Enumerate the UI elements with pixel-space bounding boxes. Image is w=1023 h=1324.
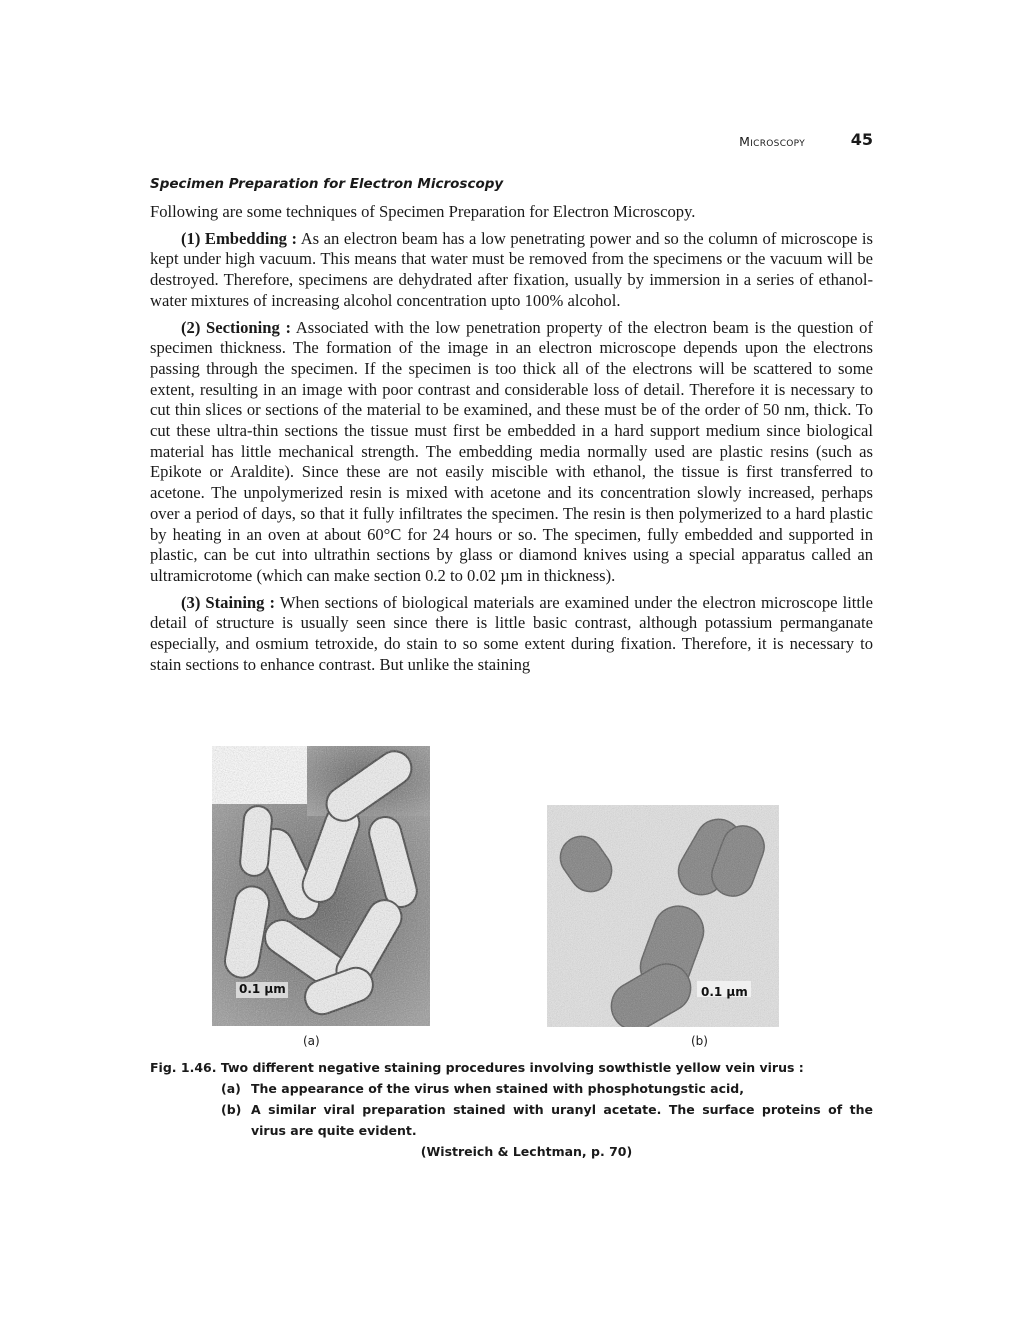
caption-item-a: [150, 1078, 873, 1099]
figure-caption: [150, 1057, 873, 1162]
intro-paragraph: Following are some techniques of Specimen Preparation for Electron Microscopy.: [150, 202, 696, 221]
paragraph-text: When sections of biological materials are examined under the electron microscope little detail of structure is usually seen since there is little basic contrast, although potassium permanganate especially, and osmium tetroxide, do stain to so some extent during fixation. Therefore, it is necessary to stain sections to enhance contrast. But unlike the staining: [150, 592, 874, 674]
paragraph-label: (2) Sectioning :: [181, 317, 292, 337]
running-title: Microscopy: [739, 134, 805, 149]
paragraph-sectioning: [150, 318, 873, 587]
paragraph-staining: [150, 593, 873, 676]
paragraph-embedding: [150, 229, 873, 312]
scale-bar-label-a: 0.1 µm: [239, 982, 286, 996]
page-header: [150, 132, 873, 154]
caption-item-label: (b): [221, 1102, 242, 1117]
caption-main: Fig. 1.46. Two different negative staining procedures involving sowthistle yellow vein virus :: [150, 1060, 804, 1075]
caption-item-label: (a): [221, 1081, 241, 1096]
paragraph-text: As an electron beam has a low penetrating power and so the column of microscope is kept under high vacuum. This means that water must be removed from the specimens or the vacuum will be destroyed. Therefore, specimens are dehydrated after fixation, usually by immersion in a series of ethanol-water mixtures of increasing alcohol concentration upto 100% alcohol.: [150, 228, 874, 310]
caption-item-b: [150, 1099, 873, 1141]
panel-label-b: (b): [691, 1034, 708, 1048]
panel-label-a: (a): [303, 1034, 320, 1048]
page-number: 45: [850, 130, 873, 149]
micrograph-a: [212, 746, 430, 1048]
caption-source: (Wistreich & Lechtman, p. 70): [420, 1144, 633, 1159]
paragraph-label: (3) Staining :: [181, 592, 276, 612]
paragraph-label: (1) Embedding :: [181, 228, 298, 248]
micrograph-b: [547, 805, 779, 1048]
caption-item-text: The appearance of the virus when stained with phosphotungstic acid,: [251, 1081, 744, 1096]
scale-bar-label-b: 0.1 µm: [701, 985, 748, 999]
body-text: [150, 202, 873, 681]
paragraph-text: Associated with the low penetration property of the electron beam is the question of specimen thickness. The formation of the image in an electron microscope depends upon the electrons passing through the specimen. If the specimen is too thick all of the electrons will be scattered to some extent, resulting in an image with poor contrast and considerable loss of detail. Therefore it is necessary to cut thin slices or sections of the material to be examined, and these must be of the order of 50 nm, thick. To cut these ultra-thin sections the tissue must first be embedded in a hard support medium since biological material has little mechanical strength. The embedding media normally used are plastic resins (such as Epikote or Araldite). Since these are not easily miscible with ethanol, the tissue is first transferred to acetone. The unpolymerized resin is mixed with acetone and its concentration slowly increased, perhaps over a period of days, so that it fully infiltrates the specimen. The resin is then polymerized to a hard plastic by heating in an oven at about 60°C for 24 hours or so. The specimen, fully embedded and supported in plastic, can be cut into ultrathin sections by glass or diamond knives using a special apparatus called an ultramicrotome (which can make section 0.2 to 0.02 µm in thickness).: [150, 317, 873, 585]
caption-item-text: A similar viral preparation stained with uranyl acetate. The surface proteins of the virus are quite evident.: [251, 1102, 873, 1138]
section-heading: Specimen Preparation for Electron Microscopy: [150, 176, 504, 192]
